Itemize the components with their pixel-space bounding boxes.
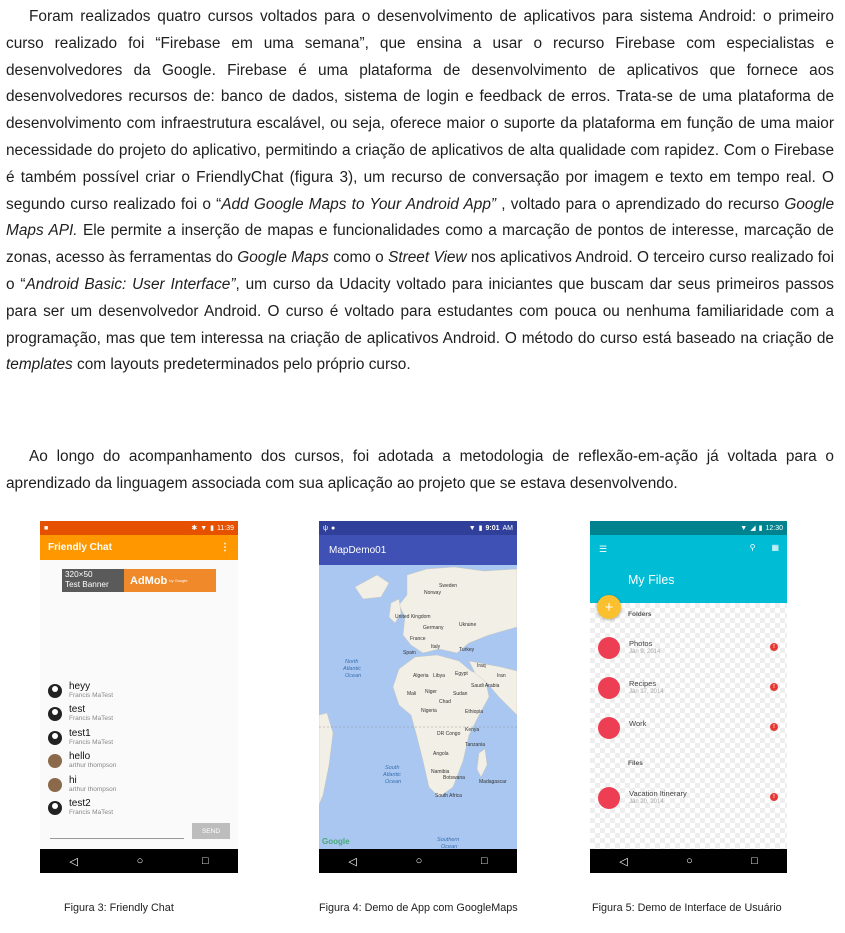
map-label: DR Congo bbox=[437, 731, 461, 737]
map-label: Kenya bbox=[465, 727, 480, 733]
nav-bar bbox=[319, 849, 517, 873]
recents-icon[interactable]: □ bbox=[201, 855, 209, 867]
battery-icon: ▮ bbox=[758, 525, 763, 532]
usb-icon: ψ bbox=[323, 524, 328, 532]
map-label: Niger bbox=[425, 689, 437, 695]
back-icon[interactable]: ◁ bbox=[619, 855, 628, 868]
map-label: Libya bbox=[433, 673, 445, 679]
list-item: test Francis MaTest bbox=[48, 704, 228, 727]
my-files-screenshot bbox=[590, 521, 787, 873]
map-label: Nigeria bbox=[421, 708, 437, 714]
wifi-icon: ▼ bbox=[468, 524, 476, 532]
map-label: Spain bbox=[403, 650, 416, 656]
ad-banner-text: 320×50 Test Banner bbox=[62, 569, 124, 592]
map-label: Botswana bbox=[443, 775, 465, 781]
map-label: Germany bbox=[423, 625, 444, 631]
list-item[interactable]: Work ! bbox=[598, 717, 778, 741]
friendly-chat-screenshot bbox=[40, 521, 238, 873]
search-icon[interactable]: ⚲ bbox=[749, 543, 756, 552]
ad-banner[interactable] bbox=[62, 569, 216, 592]
list-item: test1 Francis MaTest bbox=[48, 728, 228, 751]
world-map bbox=[319, 565, 517, 849]
compose-bar bbox=[50, 823, 230, 839]
avatar bbox=[48, 684, 62, 698]
list-item: hello arthur thompson bbox=[48, 751, 228, 774]
google-logo: Google bbox=[322, 837, 350, 846]
status-bar bbox=[40, 521, 238, 535]
map-label: Namibia bbox=[431, 769, 450, 775]
ocean-label: Ocean bbox=[385, 779, 402, 785]
app-bar bbox=[319, 535, 517, 565]
map-label: Sudan bbox=[453, 691, 468, 697]
map-label: Ethiopia bbox=[465, 709, 484, 715]
grid-view-icon[interactable]: ▦ bbox=[771, 543, 779, 552]
section-label-files: Files bbox=[628, 760, 643, 767]
map-label: Chad bbox=[439, 699, 451, 705]
wifi-icon: ▼ bbox=[740, 524, 748, 532]
ocean-label: Ocean bbox=[345, 673, 362, 679]
info-icon[interactable]: ! bbox=[770, 723, 778, 731]
map-label: Algeria bbox=[413, 673, 429, 679]
android-icon: ● bbox=[331, 524, 336, 532]
battery-icon: ▮ bbox=[478, 525, 483, 532]
folder-icon bbox=[598, 637, 620, 659]
ocean-label: Southern bbox=[437, 837, 460, 843]
avatar bbox=[48, 707, 62, 721]
map-label: Angola bbox=[433, 751, 449, 757]
message-input[interactable] bbox=[50, 825, 184, 839]
status-ampm: AM bbox=[502, 524, 513, 532]
list-item: heyy Francis MaTest bbox=[48, 681, 228, 704]
body-paragraph-2: Ao longo do acompanhamento dos cursos, foi adotada a metodologia de reflexão-em-ação já voltada para o aprendizado da linguagem associada com sua aplicação ao projeto que se estava desenvolvendo. bbox=[6, 448, 834, 492]
avatar bbox=[48, 778, 62, 792]
back-icon[interactable]: ◁ bbox=[348, 855, 357, 868]
ocean-label: South bbox=[385, 765, 400, 771]
back-icon[interactable]: ◁ bbox=[69, 855, 78, 868]
battery-icon: ▮ bbox=[210, 525, 214, 532]
status-bar bbox=[590, 521, 787, 535]
map-label: Turkey bbox=[459, 647, 475, 653]
home-icon[interactable]: ○ bbox=[136, 855, 144, 867]
ocean-label: North bbox=[345, 659, 359, 665]
map-label: France bbox=[410, 636, 426, 642]
recents-icon[interactable]: □ bbox=[751, 855, 758, 867]
signal-icon: ◢ bbox=[750, 525, 756, 532]
wifi-icon: ▼ bbox=[200, 524, 208, 532]
section-label-folders: Folders bbox=[628, 611, 652, 618]
app-bar bbox=[40, 535, 238, 560]
more-vert-icon[interactable]: ⋮ bbox=[220, 542, 230, 553]
nav-bar bbox=[40, 849, 238, 873]
ocean-label: Ocean bbox=[441, 844, 458, 849]
map-label: Madagascar bbox=[479, 779, 507, 785]
file-icon bbox=[598, 787, 620, 809]
avatar bbox=[48, 801, 62, 815]
bluetooth-icon: ✱ bbox=[191, 525, 198, 532]
add-fab-button[interactable]: + bbox=[597, 595, 621, 619]
map-label: Norway bbox=[424, 590, 441, 596]
body-paragraph-1: Foram realizados quatro cursos voltados para o desenvolvimento de aplicativos para sistema Android: o primeiro curso realizado foi “Firebase em uma semana”, que ensina a usar o recurso Firebase com especialistas e desenvolvedores da Google. Firebase é uma plataforma de desenvolvimento de aplicativos que fornece aos desenvolvedores recursos de: banco de dados, sistema de login e feedback de erros. Trata-se de uma plataforma de desenvolvimento com infraestrutura escalável, ou seja, oferece maior o suporte da plataforma em função de uma maior necessidade do projeto do aplicativo, permitindo a criação de aplicativos de alta qualidade com rapidez. Com o Firebase é também possível criar o FriendlyChat (figura 3), um recurso de conversação por imagem e texto em tempo real. O segundo curso realizado foi o “Add Google Maps to Your Android App” , voltado para o aprendizado do recurso Google Maps API. Ele permite a inserção de mapas e funcionalidades como a marcação de pontos de interesse, marcação de zonas, acesso às ferramentas do Google Maps como o Street View nos aplicativos Android. O terceiro curso realizado foi o “Android Basic: User Interface”, um curso da Udacity voltado para iniciantes que buscam dar seus primeiros passos para ser um desenvolvedor Android. O curso é voltado para estudantes com pouca ou nenhuma familiaridade com a programação, mas que tem interessa na criação de aplicativos Android. O método do curso está baseado na criação de templates com layouts predeterminados pelo próprio curso. bbox=[6, 8, 835, 374]
admob-logo: AdMob by Google bbox=[124, 569, 216, 592]
send-button[interactable]: SEND bbox=[192, 823, 230, 839]
home-icon[interactable]: ○ bbox=[686, 855, 693, 867]
map-label: Italy bbox=[431, 644, 441, 650]
app-header bbox=[590, 535, 787, 603]
list-item: hi arthur thompson bbox=[48, 775, 228, 798]
recents-icon[interactable]: □ bbox=[480, 855, 488, 867]
nav-bar bbox=[590, 849, 787, 873]
figure-caption-4: Figura 4: Demo de App com GoogleMaps bbox=[319, 902, 518, 914]
figure-caption-5: Figura 5: Demo de Interface de Usuário bbox=[592, 902, 782, 914]
map-label: Iran bbox=[497, 673, 506, 679]
app-title: MapDemo01 bbox=[329, 544, 387, 556]
list-item: test2 Francis MaTest bbox=[48, 798, 228, 821]
page-title: My Files bbox=[628, 573, 675, 587]
map-label: United Kingdom bbox=[395, 614, 431, 620]
map-label: Egypt bbox=[455, 671, 468, 677]
avatar bbox=[48, 731, 62, 745]
list-item[interactable]: Vacation Itinerary Jan 20, 2014 ! bbox=[598, 787, 778, 811]
map-view[interactable] bbox=[319, 565, 517, 849]
ocean-label: Atlantic bbox=[343, 666, 362, 672]
ocean-label: Atlantic bbox=[383, 772, 402, 778]
status-time: 11:39 bbox=[217, 524, 234, 532]
list-item[interactable]: Recipes Jan 17, 2014 ! bbox=[598, 677, 778, 701]
home-icon[interactable]: ○ bbox=[415, 855, 423, 867]
info-icon[interactable]: ! bbox=[770, 643, 778, 651]
figure-caption-3: Figura 3: Friendly Chat bbox=[64, 902, 174, 914]
app-title: Friendly Chat bbox=[48, 542, 112, 553]
map-label: Saudi Arabia bbox=[471, 683, 500, 689]
avatar bbox=[48, 754, 62, 768]
map-label: Ukraine bbox=[459, 622, 477, 628]
map-label: South Africa bbox=[435, 793, 462, 799]
message-list bbox=[48, 681, 228, 821]
folder-icon bbox=[598, 717, 620, 739]
file-list bbox=[590, 603, 787, 849]
status-bar bbox=[319, 521, 517, 535]
map-label: Mali bbox=[407, 691, 417, 697]
info-icon[interactable]: ! bbox=[770, 793, 778, 801]
map-label: Sweden bbox=[439, 583, 458, 589]
map-label: Tanzania bbox=[465, 742, 486, 748]
list-item[interactable]: Photos Jan 9, 2014 ! bbox=[598, 637, 778, 661]
notification-icon: ■ bbox=[44, 524, 49, 532]
map-demo-screenshot bbox=[319, 521, 517, 873]
info-icon[interactable]: ! bbox=[770, 683, 778, 691]
status-time: 9:01 bbox=[485, 524, 500, 532]
map-label: Iraq bbox=[477, 663, 486, 669]
folder-icon bbox=[598, 677, 620, 699]
menu-icon[interactable]: ☰ bbox=[599, 544, 608, 554]
status-time: 12:30 bbox=[765, 524, 783, 532]
